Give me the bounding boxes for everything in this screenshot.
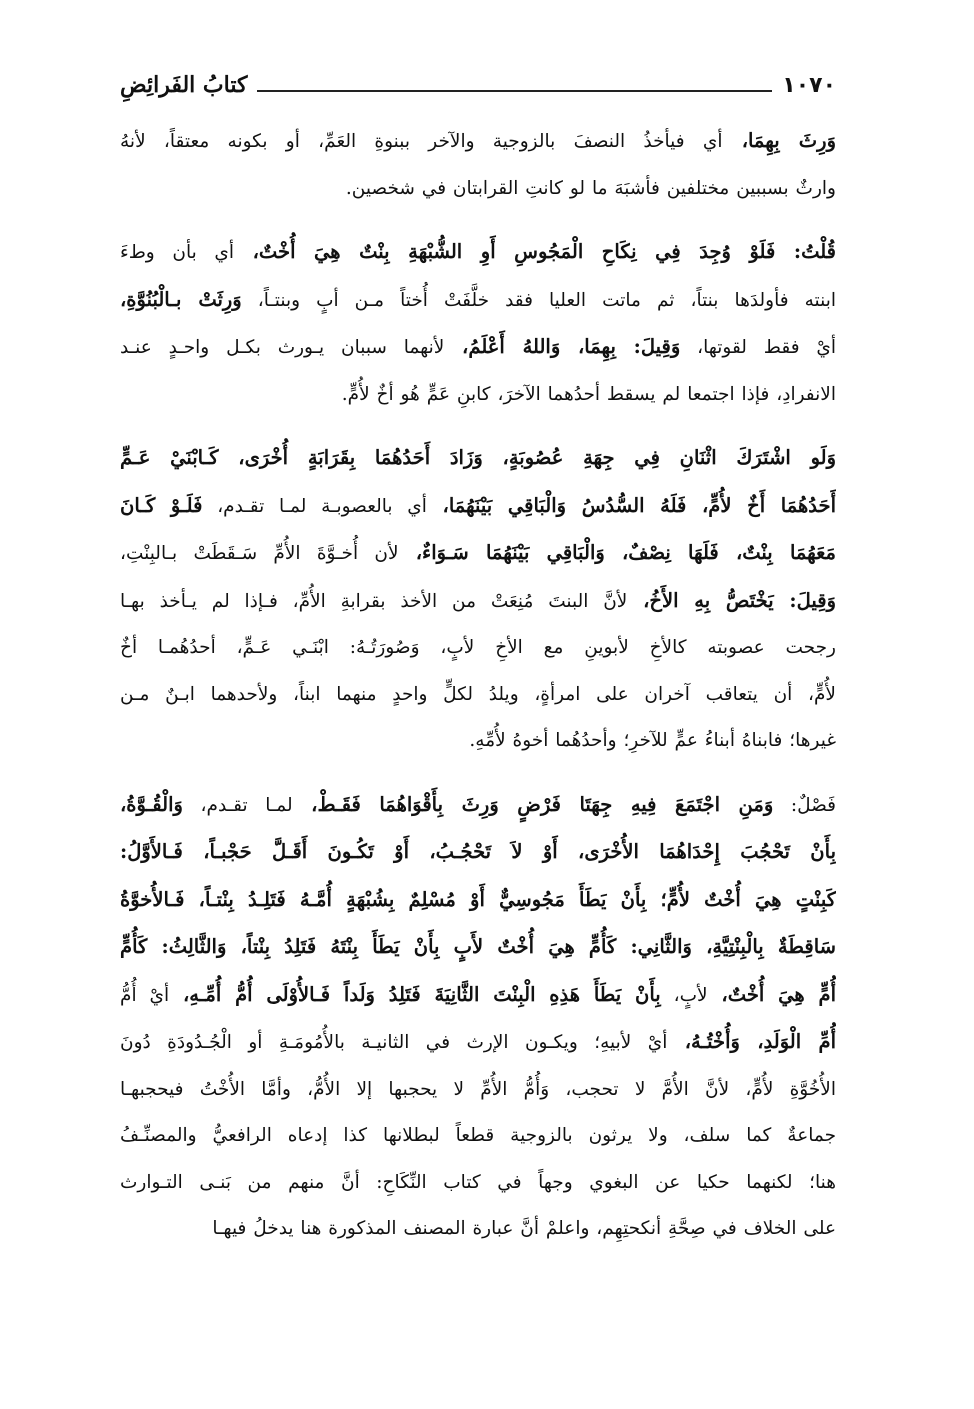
matn-text: قُلْتُ: فَلَوْ وُجِدَ فِي نِكَاحِ الْمَجُوسِ أَوِ الشُّبْهَةِ بِنْتٌ هِيَ أُخْتٌ،: [234, 240, 836, 263]
matn-text: كَبِنْتٍ هِيَ أُخْتٌ لأُمٍّ؛ بِأَنْ يَطَأَ مَجُوسِيٌّ أَوْ مُسْلِمٌ بِشُبْهَةٍ أُمَّـهُ فَتَلِـدُ بِنْتـاً، فَـالأُخوَّةُ: [120, 887, 836, 911]
commentary-text: أي فيأخذُ النصفَ بالزوجية والآخر ببنوةِ العَمِّ، أو بكونه معتقاً، لأنهُ: [120, 131, 723, 152]
commentary-text: فَصْلٌ:: [773, 794, 836, 816]
header-rule: [257, 90, 772, 92]
commentary-text: على الخلاف في صِحَّةِ أنكحتِهِم، واعلمْ أنَّ عبارة المصنف المذكورة هنا يدخلُ فيهـا: [212, 1218, 836, 1239]
matn-text: وَمَنِ اجْتَمَعَ فِيهِ جِهَتَا فَرْضٍ وَرِثَ بِأَقْوَاهُمَا فَقَـطْ،: [292, 792, 774, 816]
text-line: [120, 1113, 836, 1160]
commentary-text: أي بالعصوبـة لمـا تقـدم،: [202, 495, 427, 517]
text-line: [120, 530, 836, 578]
matn-text: وَرِثَ بِهِمَا،: [722, 129, 836, 152]
commentary-text: لمـا تقـدم،: [182, 794, 293, 816]
commentary-text: وارثٌ بسببين مختلفين فأشبَهَ ما لو كانتِ القرابتان في شخصين.: [345, 177, 836, 199]
matn-text: أَحَدُهُمَا أَخٌ لأُمٍّ، فَلَهُ السُّدُسُ وَالْبَاقِي بَيْنَهُمَا،: [426, 493, 836, 517]
text-line: [120, 718, 836, 765]
commentary-text: أيْ لأبيهِ؛ ويكـون الإرث في الثانيـة بالأُمُومَـةِ أو الْجُـدُودَةِ دُونَ: [120, 1032, 668, 1053]
text-line: [120, 1206, 836, 1253]
commentary-text: لأبٍ،: [660, 984, 708, 1006]
matn-text: سَاقِطَةٌ بِالْبِنْتِيَّةِ، وَالثَّانِي: كَأُمٍّ هِيَ أُخْتٌ لأَبٍ بِأَنْ يَطَأَ بِنْتَهُ فَتَلِدُ بِنْتاً، وَالثَّالِثُ: كَأُمٍّ: [120, 935, 836, 958]
commentary-text: أيْ أُمُّ: [120, 984, 170, 1006]
commentary-text: لأنهما سببان يـورث بكـل واحـدٍ عنـد: [120, 337, 445, 358]
page: [120, 40, 836, 1380]
text-line: [120, 483, 836, 531]
paragraph: [120, 435, 836, 765]
text-line: [120, 1160, 836, 1207]
text-line: [120, 229, 836, 277]
commentary-text: لأُمٍّ، أن يتعاقب آخران على امرأةٍ، ويلدُ لكلٍّ واحدٍ منهما ابناً، ولأحدهما ابـنٌ مـن: [120, 683, 836, 705]
matn-text: وَلَو اشْتَرَكَ اثْنَانِ فِي جِهَةِ عُصُوبَةٍ، وَزَادَ أَحَدُهُمَا بِقَرَابَةٍ أُخْرَى، كَـابْنَيْ عَـمٍّ: [120, 446, 836, 469]
text-line: [120, 924, 836, 972]
commentary-text: لأن أُخـوَّةَ الأُمِّ سَـقَطَتْ بـالبِنْتِ،: [120, 543, 399, 564]
matn-text: أُمٍّ هِيَ أُخْتٌ،: [707, 982, 836, 1006]
paragraph: [120, 782, 836, 1253]
text-line: [120, 372, 836, 419]
text-line: [120, 782, 836, 830]
paragraph: [120, 229, 836, 418]
matn-text: بِأَنْ يَطَأَ هَذِهِ الْبِنْتَ الثَّانِيَةَ فَتَلِدُ وَلَداً فَـالأُوْلَى أُمُّ أُمِّـهِ،: [169, 982, 661, 1006]
running-header: [120, 60, 836, 100]
paragraph: [120, 118, 836, 212]
commentary-text: هنا؛ لكنهما حكيا عن البغوي وجهاً في كتاب النِّكَاحِ: أنَّ منهم من بَنـى التـوارث: [120, 1171, 836, 1193]
matn-text: وَالْقُـوَّةُ،: [120, 792, 183, 816]
commentary-text: ابنته فأولدَها بنتاً، ثم ماتت العليا فقد خلَّفَتْ أُختاً مـن أبٍ وبنتـاً،: [241, 289, 836, 311]
text-line: [120, 277, 836, 325]
commentary-text: رجحت عصوبته كالأخِ لأبوينِ مع الأخِ لأبٍ، وَصُورَتُـهُ: ابْنَـي عَـمٍّ، أحدُهُمـا أخٌ: [120, 637, 836, 658]
matn-text: أُمِّ الْوَلَدِ، وَأُخْتُـهُ،: [667, 1030, 836, 1053]
text-line: [120, 118, 836, 166]
text-line: [120, 972, 836, 1020]
commentary-text: أيْ فقط لقوتها،: [680, 337, 836, 358]
text-line: [120, 578, 836, 626]
body-text: [120, 118, 836, 1378]
matn-text: وَقِيلَ: يَخْتَصُّ بِهِ الأَخُ،: [627, 588, 836, 612]
matn-text: بِأَنْ تَحْجُبَ إِحْدَاهُمَا الأُخْرَى، أَوْ لاَ تَحْجُـبُ، أَوْ تَكُـونَ أَقَـلَّ حَجْبـاً، فَـالأَوَّلُ:: [120, 840, 836, 863]
commentary-text: الانفرادِ، فإذا اجتمعا لم يسقط أحدُهما الآخرَ، كابنِ عَمٍّ هُو أخٌ لأُمٍّ.: [341, 383, 836, 405]
text-line: [120, 1019, 836, 1067]
commentary-text: لأنَّ البنتَ مُنِعَتْ من الأخذ بقرابةِ الأُمِّ، فـإذا لم يـأخذ بهـا: [120, 590, 628, 612]
text-line: [120, 324, 836, 372]
matn-text: وَرِثَتْ بـالْبُنُوَّةِ،: [120, 287, 242, 311]
matn-text: مَعَهُمَا بِنْتٌ، فَلَهَا نِصْفٌ، وَالْبَاقِي بَيْنَهُمَا سَـوَاءٌ،: [398, 541, 836, 564]
text-line: [120, 435, 836, 483]
text-line: [120, 166, 836, 213]
text-line: [120, 829, 836, 877]
text-line: [120, 1067, 836, 1114]
commentary-text: الأُخُوَّةِ لأُمٍّ، لأنَّ الأُمَّ لا تحجب، وَأُمُّ الأُمِّ لا يحجبها إلا الأُمُّ، وأمَّا الأُخْتُ فيحجبهـا: [120, 1078, 836, 1100]
matn-text: وَقِيلَ: بِهِمَا، وَاللهُ أَعْلَمُ،: [444, 335, 681, 358]
page-number: ١٠٧٠: [782, 73, 836, 98]
commentary-text: غيرها؛ فابناهُ أبناءُ عمٍّ للآخرِ؛ وأحدُهُما أخوهُ لأُمِّهِ.: [469, 730, 836, 751]
book-title: كتابُ الفَرائِضِ: [120, 72, 248, 98]
text-line: [120, 625, 836, 672]
commentary-text: أي بأن وطءَ: [120, 242, 235, 263]
matn-text: فَلَـوْ كَـانَ: [120, 493, 203, 517]
text-line: [120, 672, 836, 719]
commentary-text: جماعةٌ كما سلف، ولا يرثون بالزوجية قطعاً لبطلانها كذا إدعاه الرافعيُّ والمصنِّـفُ: [120, 1125, 836, 1146]
text-line: [120, 877, 836, 925]
